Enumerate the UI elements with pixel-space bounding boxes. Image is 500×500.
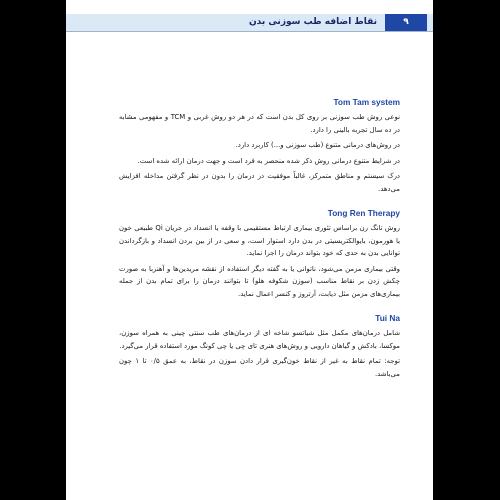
section-tom-tam bbox=[119, 97, 400, 198]
page-number: ۹ bbox=[385, 14, 427, 31]
section-heading: Tom Tam system bbox=[333, 97, 400, 107]
section-heading: Tui Na bbox=[375, 313, 400, 323]
chapter-title: نقاط اضافه طب سوزنی بدن bbox=[248, 17, 377, 27]
document-page bbox=[66, 0, 433, 500]
paragraph: شامل درمان‌های مکمل مثل شیاتسو شاخه ای از درمان‌های طب سنتی چینی به همراه سوزن، موکسا، بادکش و گیاهان دارویی و روش‌های هنری تای چی یا چی کونگ مورد استفاده قرار می‌گیرد. bbox=[119, 329, 400, 350]
paragraph: وقتی بیماری مزمن می‌شود، ناتوانی یا به گفته دیگر استفاده از نقشه مریدین‌ها و آهنربا به صورت چکش زدن بر نقاط مناسب (سوزن شکوفه هلو) تا بتوانند درمان را برای تمام بدن از جمله بیماری‌های مزمن مثل دیابت، آرتروز و کنسر اعمال نماید. bbox=[119, 264, 400, 298]
note-paragraph: توجه: تمام نقاط به غیر از نقاط خون‌گیری قرار دادن سوزن در نقاط، به عمق ۰/۵ تا ۱ چون می‌باشد. bbox=[119, 357, 400, 378]
section-tong-ren bbox=[119, 208, 400, 303]
paragraph: در شرایط متنوع درمانی روش ذکر شده منحصر به فرد است و جهت درمان ارائه شده است. bbox=[137, 156, 400, 165]
section-heading: Tong Ren Therapy bbox=[327, 208, 400, 218]
paragraph: روش تانگ رن براساس تئوری بیماری ارتباط مستقیمی با وقفه یا انسداد در جریان Qi طبیعی خون یا هورمون، بایوالکتریسیتی در بدن دارد استوار است، و سعی در از بین بردن انسداد و بازگرداندن توانایی بدن به حدی که خود بتواند درمان را اجرا نماید. bbox=[119, 224, 400, 257]
paragraph: درک سیستم و مناطق متمرکز، غالباً موفقیت در درمان را بدون در نظر گرفتن مداخله افزایش می‌دهد. bbox=[119, 172, 400, 193]
section-tui-na bbox=[119, 313, 400, 383]
paragraph: نوعی روش طب سوزنی بر روی کل بدن است که در هر دو روش غربی و TCM و مفهومی مشابه در ده سال تجربه بالینی را دارد. bbox=[119, 113, 400, 134]
page-header bbox=[66, 14, 433, 32]
paragraph: در روش‌های درمانی متنوع (طب سوزنی و...) کاربرد دارد. bbox=[235, 141, 400, 149]
